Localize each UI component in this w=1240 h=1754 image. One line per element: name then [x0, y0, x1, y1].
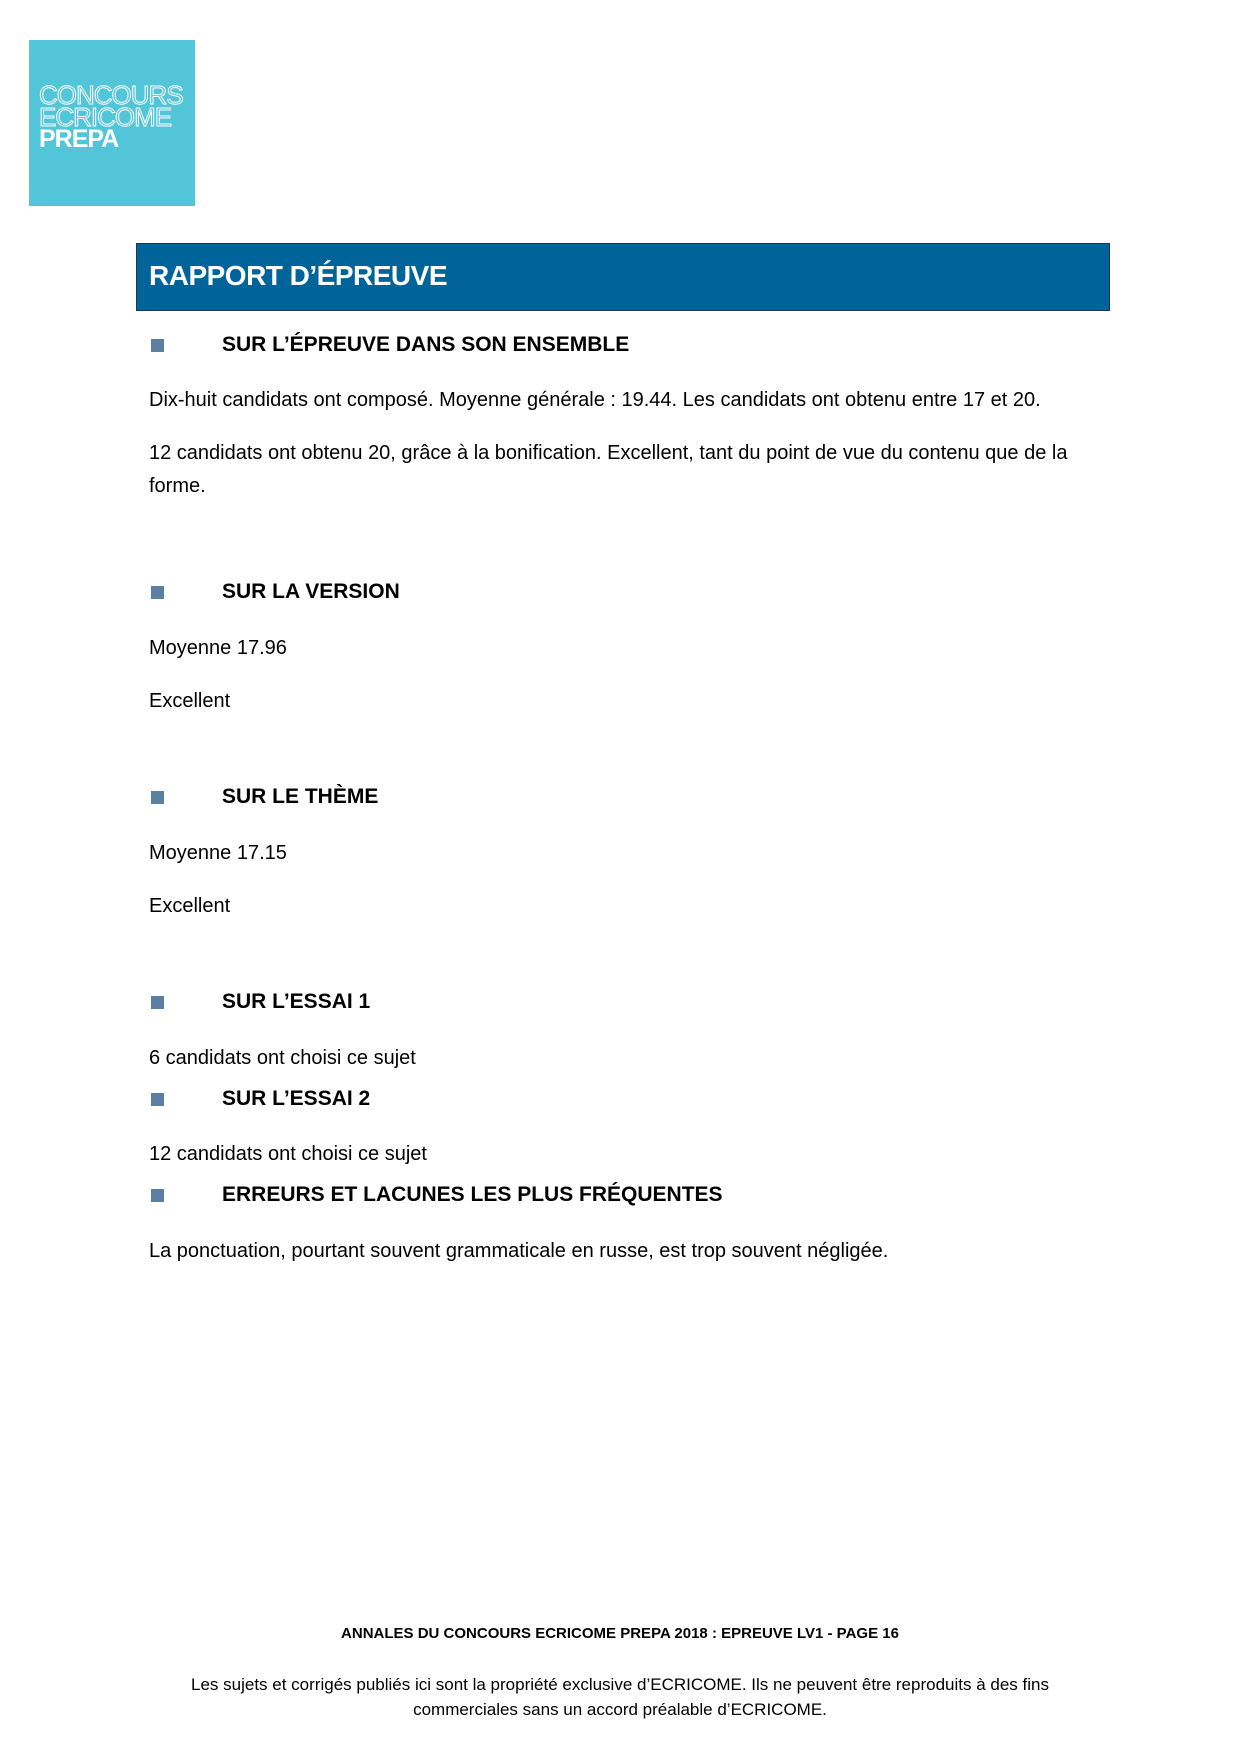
paragraph: Moyenne 17.96	[149, 637, 287, 659]
section-heading: SUR LE THÈME	[222, 785, 379, 808]
paragraph: 12 candidats ont choisi ce sujet	[149, 1143, 427, 1165]
ecricome-logo	[29, 40, 195, 206]
paragraph: Excellent	[149, 690, 231, 712]
section-heading: SUR L’ESSAI 1	[222, 990, 371, 1013]
section-heading: SUR L’ESSAI 2	[222, 1087, 371, 1110]
paragraph: Moyenne 17.15	[149, 842, 287, 864]
footer-copyright-note: Les sujets et corrigés publiés ici sont la propriété exclusive d’ECRICOME. Ils ne peuvent être reproduits à des fins commerciales sans un accord préalable d’ECRICOME.	[191, 1675, 1049, 1719]
title-banner	[136, 243, 1110, 311]
paragraph: Excellent	[149, 895, 231, 917]
logo-line-concours: CONCOURS	[39, 80, 183, 110]
section-heading: SUR L’ÉPREUVE DANS SON ENSEMBLE	[222, 333, 630, 356]
logo-line-prepa: PREPA	[39, 125, 119, 153]
square-bullet-icon	[151, 339, 164, 352]
section-heading: SUR LA VERSION	[222, 580, 400, 603]
square-bullet-icon	[151, 996, 164, 1009]
paragraph: La ponctuation, pourtant souvent grammaticale en russe, est trop souvent négligée.	[149, 1240, 889, 1262]
paragraph: 6 candidats ont choisi ce sujet	[149, 1047, 416, 1069]
square-bullet-icon	[151, 1093, 164, 1106]
paragraph: Dix-huit candidats ont composé. Moyenne générale : 19.44. Les candidats ont obtenu entre 17 et 20.	[149, 389, 1041, 411]
square-bullet-icon	[151, 791, 164, 804]
square-bullet-icon	[151, 586, 164, 599]
logo-line-ecricome: ECRICOME	[39, 102, 172, 132]
page-title: RAPPORT D’ÉPREUVE	[149, 260, 447, 291]
section-heading: ERREURS ET LACUNES LES PLUS FRÉQUENTES	[222, 1183, 723, 1206]
square-bullet-icon	[151, 1189, 164, 1202]
footer-title: ANNALES DU CONCOURS ECRICOME PREPA 2018 : EPREUVE LV1 - PAGE 16	[341, 1625, 899, 1642]
paragraph: 12 candidats ont obtenu 20, grâce à la bonification. Excellent, tant du point de vue du contenu que de la forme.	[149, 442, 1068, 497]
